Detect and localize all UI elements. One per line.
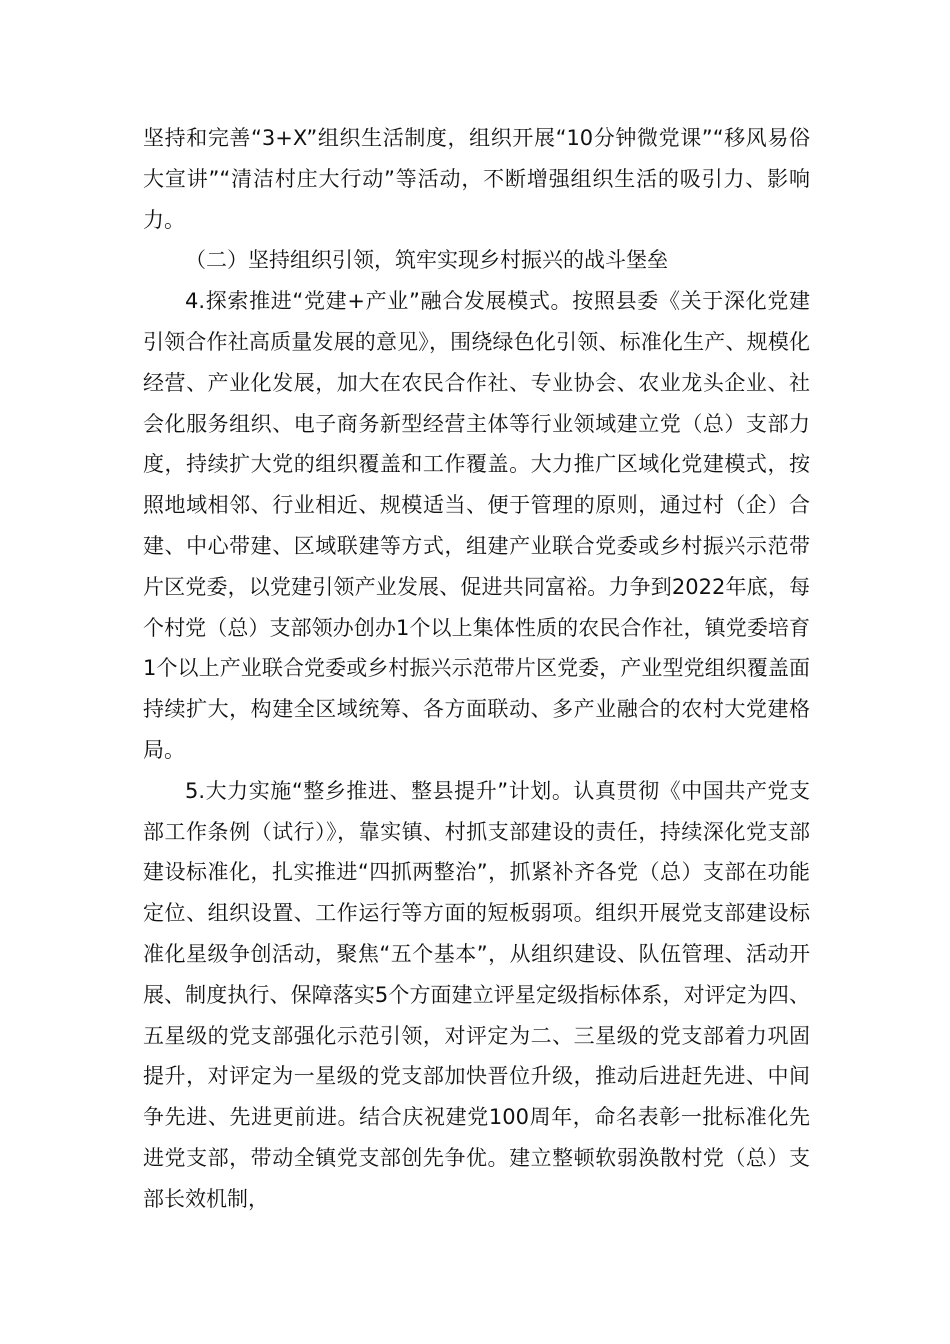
paragraph-organization-life: 坚持和完善“3+X”组织生活制度，组织开展“10分钟微党课”“移风易俗大宣讲”“清洁村庄大行动”等活动，不断增强组织生活的吸引力、影响力。 bbox=[143, 126, 810, 232]
paragraph-party-building-industry: 4.探索推进“党建+产业”融合发展模式。按照县委《关于深化党建引领合作社高质量发展的意见》，围绕绿色化引领、标准化生产、规模化经营、产业化发展，加大在农民合作社、专业协会、农业龙头企业、社会化服务组织、电子商务新型经营主体等行业领域建立党（总）支部力度，持续扩大党的组织覆盖和工作覆盖。大力推广区域化党建模式，按照地域相邻、行业相近、规模适当、便于管理的原则，通过村（企）合建、中心带建、区域联建等方式，组建产业联合党委或乡村振兴示范带片区党委，以党建引领产业发展、促进共同富裕。力争到2022年底，每个村党（总）支部领办创办1个以上集体性质的农民合作社，镇党委培育1个以上产业联合党委或乡村振兴示范带片区党委，产业型党组织覆盖面持续扩大，构建全区域统筹、各方面联动、多产业融合的农村大党建格局。 bbox=[143, 289, 810, 762]
section-heading-organization-lead: （二）坚持组织引领，筑牢实现乡村振兴的战斗堡垒 bbox=[185, 248, 668, 273]
document-page bbox=[143, 118, 810, 1220]
paragraph-township-advance-plan: 5.大力实施“整乡推进、整县提升”计划。认真贯彻《中国共产党支部工作条例（试行）》，靠实镇、村抓支部建设的责任，持续深化党支部建设标准化，扎实推进“四抓两整治”，抓紧补齐各党（总）支部在功能定位、组织设置、工作运行等方面的短板弱项。组织开展党支部建设标准化星级争创活动，聚焦“五个基本”，从组织建设、队伍管理、活动开展、制度执行、保障落实5个方面建立评星定级指标体系，对评定为四、五星级的党支部强化示范引领，对评定为二、三星级的党支部着力巩固提升，对评定为一星级的党支部加快晋位升级，推动后进赶先进、中间争先进、先进更前进。结合庆祝建党100周年，命名表彰一批标准化先进党支部，带动全镇党支部创先争优。建立整顿软弱涣散村党（总）支部长效机制， bbox=[143, 778, 810, 1211]
